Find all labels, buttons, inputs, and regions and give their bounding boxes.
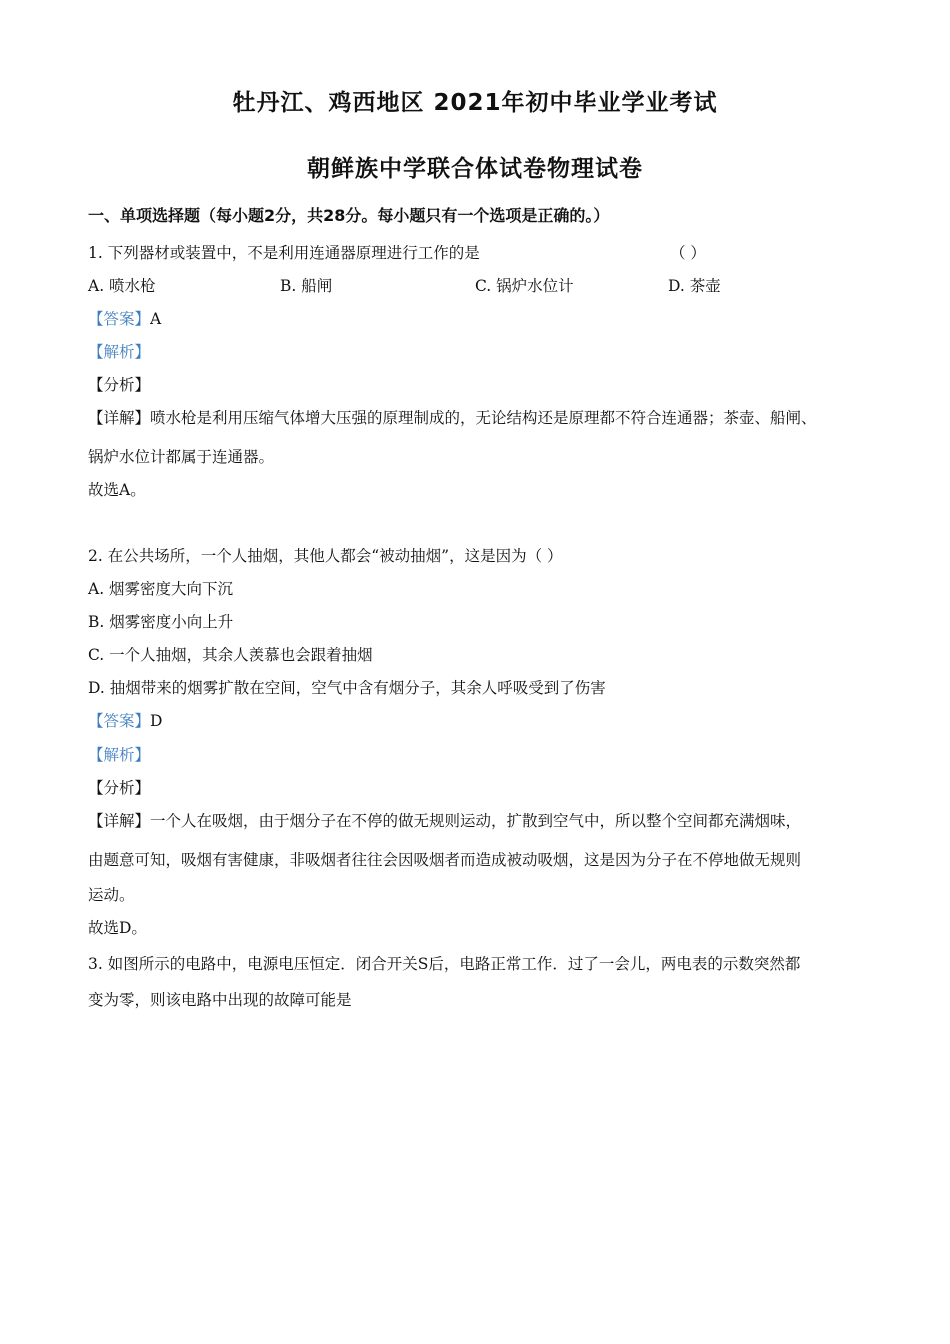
q1-answer-paren: （ ）: [670, 244, 706, 262]
q2-option-c: C. 一个人抽烟，其余人羡慕也会跟着抽烟: [88, 646, 373, 664]
q2-detail-line3: 运动。: [88, 886, 135, 904]
q2-detail-text: 一个人在吸烟，由于烟分子在不停的做无规则运动，扩散到空气中，所以整个空间都充满烟味，: [150, 812, 802, 830]
q1-answer-line: [88, 312, 161, 328]
q1-conclusion: 故选A。: [88, 481, 146, 499]
q1-answer-tag: 【答案】: [88, 310, 151, 328]
q2-answer-tag: 【答案】: [88, 712, 151, 730]
q2-fenxi-tag: 【分析】: [88, 779, 151, 797]
q1-option-c: C. 锅炉水位计: [475, 277, 574, 295]
q2-stem: 2. 在公共场所，一个人抽烟，其他人都会“被动抽烟”，这是因为（ ）: [88, 547, 563, 565]
q1-stem: 1. 下列器材或装置中，不是利用连通器原理进行工作的是: [88, 244, 480, 262]
q2-option-d: D. 抽烟带来的烟雾扩散在空间，空气中含有烟分子，其余人呼吸受到了伤害: [88, 679, 606, 697]
q2-detail-line1: [88, 814, 801, 830]
exam-title-line1: 牡丹江、鸡西地区 2021年初中毕业学业考试: [232, 90, 718, 116]
q2-conclusion: 故选D。: [88, 919, 147, 937]
section-heading: 一、单项选择题（每小题2分，共28分。每小题只有一个选项是正确的。）: [88, 206, 610, 225]
q2-answer-value: D: [150, 712, 163, 730]
q1-option-a: A. 喷水枪: [88, 277, 156, 295]
q1-answer-value: A: [150, 310, 162, 328]
q2-detail-line2: 由题意可知，吸烟有害健康，非吸烟者往往会因吸烟者而造成被动吸烟，这是因为分子在不停地做无规则: [88, 851, 802, 869]
q1-option-d: D. 茶壶: [668, 277, 721, 295]
q1-analysis-tag: 【解析】: [88, 343, 151, 361]
q1-detail-line2: 锅炉水位计都属于连通器。: [88, 448, 275, 466]
q2-option-a: A. 烟雾密度大向下沉: [88, 580, 234, 598]
q1-detail-text: 喷水枪是利用压缩气体增大压强的原理制成的，无论结构还是原理都不符合连通器；茶壶、船闸、: [150, 409, 817, 427]
q2-detail-tag: 【详解】: [88, 812, 151, 830]
q2-answer-line: [88, 714, 162, 730]
q2-analysis-tag: 【解析】: [88, 746, 151, 764]
q1-option-b: B. 船闸: [280, 277, 333, 295]
q1-detail-tag: 【详解】: [88, 409, 151, 427]
q2-option-b: B. 烟雾密度小向上升: [88, 613, 234, 631]
exam-title-line2: 朝鲜族中学联合体试卷物理试卷: [307, 156, 643, 182]
q1-fenxi-tag: 【分析】: [88, 376, 151, 394]
q3-stem-line2: 变为零，则该电路中出现的故障可能是: [88, 991, 352, 1009]
q3-stem-line1: 3. 如图所示的电路中，电源电压恒定．闭合开关S后，电路正常工作．过了一会儿，两电表的示数突然都: [88, 955, 801, 973]
q1-detail-line1: [88, 411, 817, 427]
